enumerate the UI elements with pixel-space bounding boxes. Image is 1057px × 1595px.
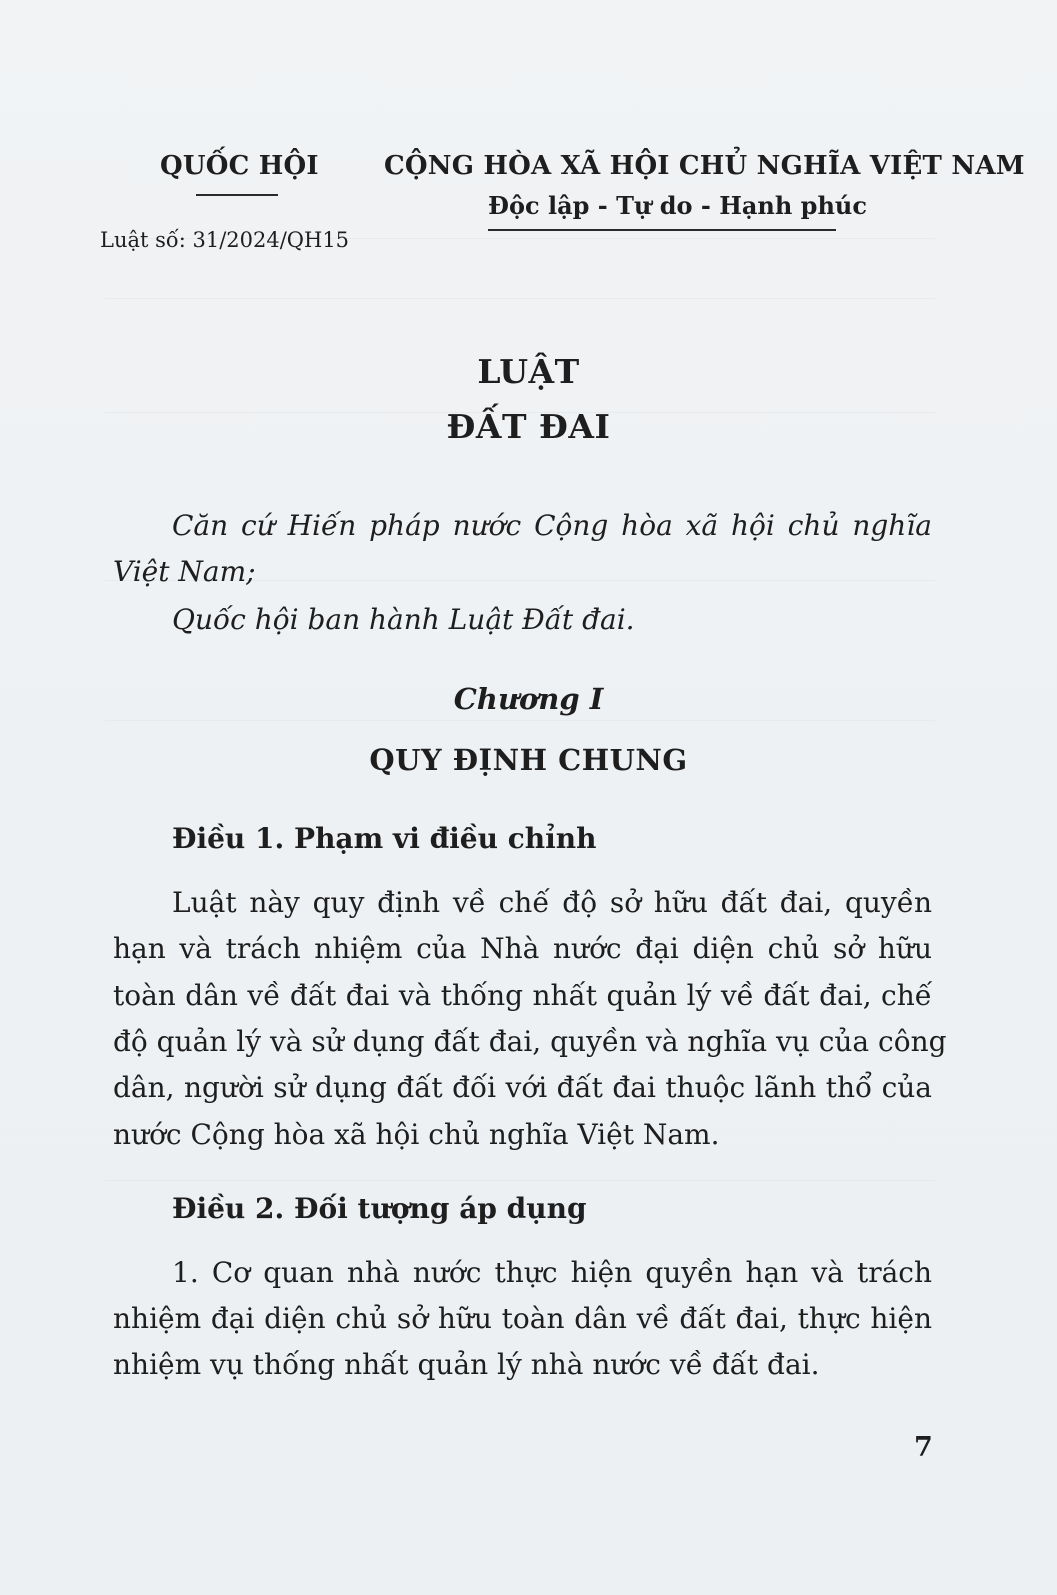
article-2-heading: Điều 2. Đối tượng áp dụng [172, 1192, 587, 1225]
nation-motto: Độc lập - Tự do - Hạnh phúc [488, 191, 867, 220]
article-1-line: Luật này quy định về chế độ sở hữu đất đai, quyền [172, 886, 932, 919]
bleed-line [105, 720, 935, 721]
article-1-line: dân, người sử dụng đất đối với đất đai thuộc lãnh thổ của [113, 1071, 932, 1104]
law-number: Luật số: 31/2024/QH15 [100, 228, 350, 252]
preamble-line: Căn cứ Hiến pháp nước Cộng hòa xã hội chủ nghĩa [172, 509, 932, 542]
article-1-heading: Điều 1. Phạm vi điều chỉnh [172, 822, 597, 855]
document-title-luat: LUẬT [477, 352, 580, 391]
bleed-line [105, 1180, 935, 1181]
issuer-underline [196, 194, 278, 196]
preamble-line: Việt Nam; [113, 555, 256, 588]
nation-title: CỘNG HÒA XÃ HỘI CHỦ NGHĨA VIỆT NAM [384, 151, 1025, 181]
article-1-line: hạn và trách nhiệm của Nhà nước đại diện chủ sở hữu [113, 932, 932, 965]
page-number: 7 [914, 1432, 933, 1463]
chapter-name: QUY ĐỊNH CHUNG [369, 743, 688, 777]
article-1-line: độ quản lý và sử dụng đất đai, quyền và nghĩa vụ của công [113, 1025, 947, 1058]
article-2-line: nhiệm vụ thống nhất quản lý nhà nước về đất đai. [113, 1348, 820, 1381]
article-1-line: nước Cộng hòa xã hội chủ nghĩa Việt Nam. [113, 1118, 720, 1151]
article-1-line: toàn dân về đất đai và thống nhất quản lý về đất đai, chế [113, 979, 932, 1012]
motto-underline [488, 229, 836, 231]
chapter-number: Chương I [453, 682, 604, 716]
article-2-line: nhiệm đại diện chủ sở hữu toàn dân về đất đai, thực hiện [113, 1302, 932, 1335]
document-title-dat-dai: ĐẤT ĐAI [446, 407, 611, 446]
preamble-line: Quốc hội ban hành Luật Đất đai. [172, 603, 635, 636]
article-2-line: 1. Cơ quan nhà nước thực hiện quyền hạn và trách [172, 1256, 932, 1289]
issuer-title: QUỐC HỘI [160, 151, 319, 181]
bleed-line [105, 298, 935, 299]
